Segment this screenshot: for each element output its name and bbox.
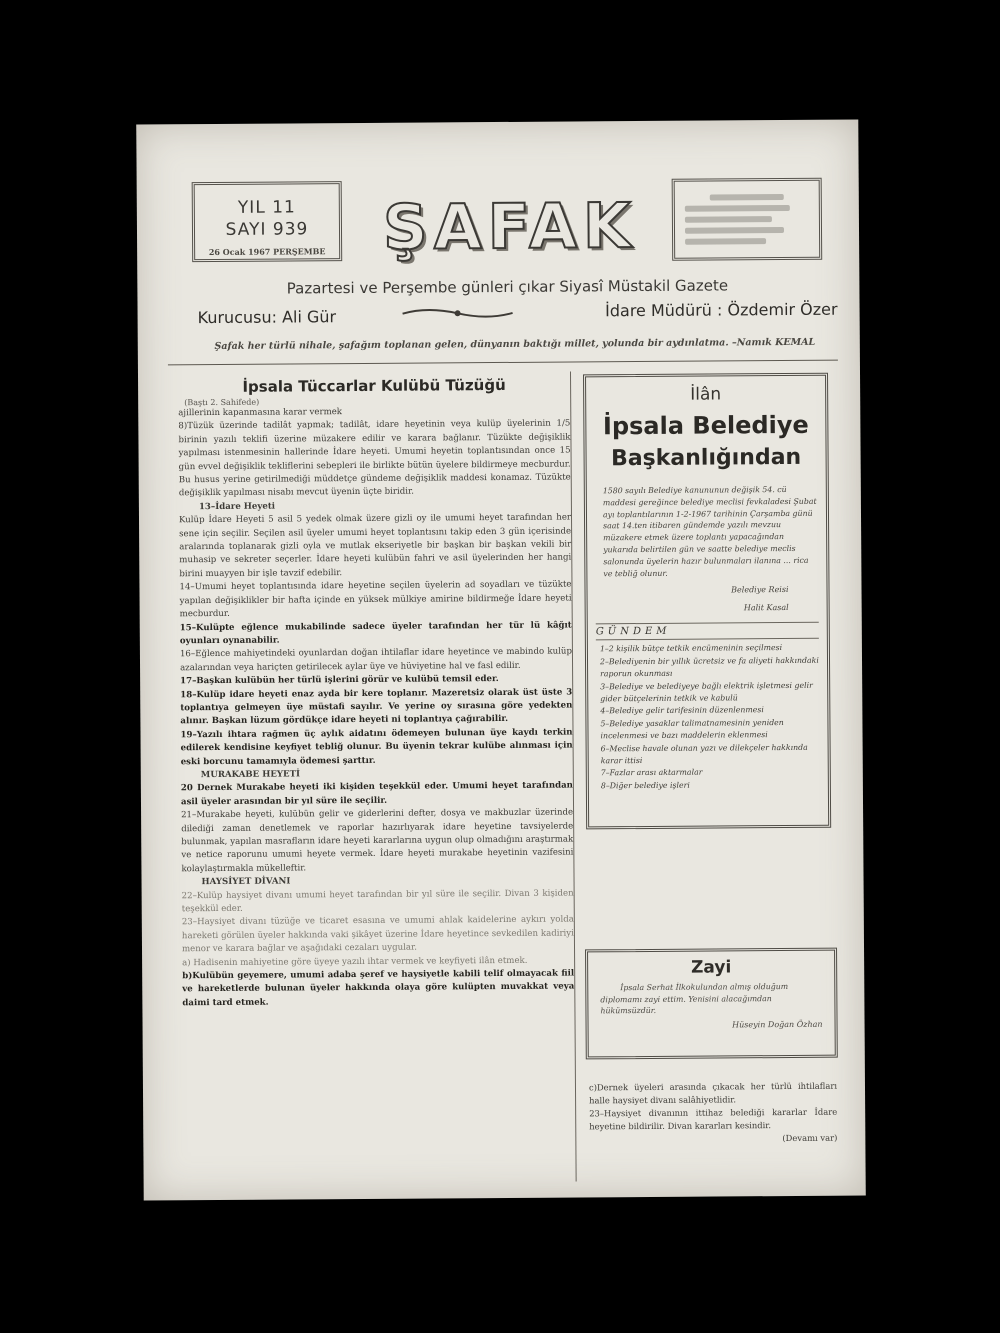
article-column	[178, 372, 576, 1175]
year-label: YIL 11	[237, 197, 296, 218]
article-paragraph: 20 Dernek Murakabe heyeti iki kişiden teşekkül eder. Umumi heyet tarafından asil üyeler arasından bir yıl süre ile seçilir.	[180, 780, 573, 808]
article-continued-note: (Baştı 2. Sahifede)	[184, 397, 260, 408]
article-paragraph: ajillerinin kapanmasına karar vermek	[178, 407, 343, 419]
article-paragraph: 8)Tüzük üzerinde tadilât yapmak; tadilât, idare heyetinin veya kulüp üyelerinin 1/5 birinin yazılı teklifi üzerine müzakere edilir ve karara bağlanır. Tüzükte değişiklik yapılması istenmesinin hallerinde İdare heyeti. Umumi heyetin toplantısından once 15 gün evvel değişiklik tekliflerini sebepleri ile birlikte bütün üyelere bildirmeye mecburdur. Bu husus yerine getirilmediği müddetçe gündeme değişiklik maddesi konamaz. Tüzükte değişiklik yapılması nisabı mevcut üyenin üçte biridir.	[178, 418, 571, 499]
issue-number: SAYI 939	[225, 219, 309, 240]
agenda-item: 8–Diğer belediye işleri	[600, 780, 690, 791]
continued-marker: (Devamı var)	[782, 1132, 838, 1144]
newspaper-subtitle: Pazartesi ve Perşembe günleri çıkar Siyasî Müstakil Gazete	[286, 276, 729, 298]
article-continuation	[589, 1080, 837, 1147]
announcement-signature-title: Belediye Reisi	[731, 585, 789, 595]
agenda-item: 6–Meclise havale olunan yazı ve dilekçeler hakkında karar ittisi	[600, 742, 808, 765]
agenda-item: 5–Belediye yasaklar talimatnamesinin yeniden incelenmesi ve bazı maddelerin eklenmesi	[600, 718, 784, 741]
article-paragraph: 16–Eğlence mahiyetindeki oyunlardan doğan ihtilaflar idare heyetince ve mabindo kulüp azalarından veya hariçten getirilecek aylar üye ve hüviyetine hal ve fasl edilir.	[179, 646, 572, 673]
ornament-icon	[398, 306, 518, 321]
article-paragraph: a) Hadisenin mahiyetine göre üyeye yazılı ihtar vermek ve keyfiyeti ilân etmek.	[182, 955, 528, 968]
municipality-announcement	[583, 373, 831, 830]
article-section-heading: HAYSİYET DİVANI	[201, 876, 291, 888]
agenda-item: 1–2 kişilik bütçe tetkik encümeninin seçilmesi	[599, 643, 783, 654]
agenda-item: 2–Belediyenin bir yıllık ücretsiz ve fa aliyeti hakkındaki raporun okunması	[599, 655, 819, 679]
article-paragraph: 23–Haysiyet divanının ittihaz belediği kararlar İdare heyetine bildirilir. Divan kararları kesindir.	[589, 1106, 838, 1132]
article-paragraph: 18–Kulüp idare heyeti enaz ayda bir kere toplanır. Mazeretsiz olarak üst üste 3 toplantıya gelmeyen üye müstafi sayılır. Ve yerine oy sırasına göre yedekten alınır. Başkan lüzum gördükçe idare heyeti ni toplantıya çağırabilir.	[180, 687, 573, 727]
article-section-heading: MURAKABE HEYETİ	[200, 769, 301, 781]
notice-title: Zayi	[690, 957, 732, 978]
newspaper-logo: ŞAFAK	[382, 189, 638, 264]
announcement-title-line2: Başkanlığından	[610, 444, 802, 472]
agenda-item: 7–Fazlar arası aktarmalar	[600, 767, 703, 778]
article-paragraph: 22–Kulüp haysiyet divanı umumi heyet tarafından bir yıl süre ile seçilir. Divan 3 kişiden teşekkül eder.	[181, 888, 574, 915]
issue-info-box	[192, 181, 343, 262]
article-paragraph: 15–Kulüpte eğlence mukabilinde sadece üyeler tarafından her tür lü kâğıt oyunları oynanabilir.	[179, 620, 572, 647]
issue-date: 26 Ocak 1967 PERŞEMBE	[208, 246, 326, 258]
masthead-divider	[168, 360, 838, 366]
agenda-item: 4–Belediye gelir tarifesinin düzenlenmesi	[600, 705, 764, 716]
agenda-list	[596, 642, 820, 792]
article-paragraph: 14–Umumi heyet toplantısında idare heyetine seçilen üyelerin ad soyadları ve tüzükte yapılan değişiklikler bir hafta içinde en yüksek mülkiye amirine bildirmeğe İdare heyeti mecburdur.	[179, 579, 572, 620]
manager-line: İdare Müdürü : Özdemir Özer	[605, 299, 838, 321]
article-section-heading: 13–İdare Heyeti	[198, 501, 276, 512]
article-paragraph: 21–Murakabe heyeti, kulübün gelir ve giderlerini defter, dosya ve makbuzlar üzerinde dilediği zaman denetlemek ve raporlar hazırlıyarak idare heyetine tavsiyelerde bulunmak, yapılan masrafların idare heyeti kararlarına uygun olup olmadığını araştırmak ve netice raporunu umumi heyete vermek. İdare heyeti murakabe heyetinin vazifesini kolaylaştırmakla mükelleftir.	[181, 807, 574, 875]
announcement-body: 1580 sayılı Belediye kanununun değişik 54. cü maddesi gereğince belediye meclisi fevkaladesi Şubat ayı toplantılarının 1-2-1967 tarihinin Çarşamba günü saat 14.ten itibaren gündemde yazılı mevzuu müzakere etmek üzere toplantı yapacağından yukarıda belirtilen gün ve saatte belediye meclis salonunda üyelerin hazır bulunmaları ilanına ... rica ve tebliğ olunur.	[602, 485, 817, 578]
agenda-heading: GÜNDEM	[596, 622, 819, 638]
article-paragraph: Kulüp İdare Heyeti 5 asil 5 yedek olmak üzere gizli oy ile umumi heyet tarafından her sene için seçilir. Seçilen asil üyeler umumi heyet toplantısını takip eden 3 gün içerisinde aralarında toplanarak gizli oyla ve mutlak ekseriyetle bir başkan bir başkan vekili bir muhasip ve sekreter seçerler. İdare heyeti kulübün fahri ve asil üyelerinden her hangi birini muayyen bir işle tavzif edebilir.	[178, 512, 572, 580]
announcement-title-line1: İpsala Belediye	[602, 410, 809, 441]
agenda-item: 3–Belediye ve belediyeye bağlı elektrik işletmesi gelir gider bütçelerinin tetkik ve kabulü	[600, 680, 813, 703]
agenda-divider	[596, 638, 819, 641]
notice-signature: Hüseyin Doğan Özhan	[732, 1019, 823, 1029]
motto-line: Şafak her türlü nihale, şafağım toplanan gelen, dünyanın baktığı millet, yolunda bir aydınlatma. –Namık KEMAL	[214, 336, 816, 352]
article-title: İpsala Tüccarlar Kulübü Tüzüğü	[242, 375, 506, 396]
article-paragraph: b)Kulübün geyemere, umumi adaba şeref ve haysiyetle kabili telif olmayacak fiil ve hareketlerde bulunan üyeler hakkında olaya göre kulüpten muvakkat veya daimi tard etmek.	[182, 968, 575, 1009]
publisher-info-box	[672, 178, 823, 261]
article-paragraph: 17–Başkan kulübün her türlü işlerini görür ve kulübü temsil eder.	[180, 674, 499, 687]
notice-body: İpsala Serhat İlkokulundan almış olduğum diplomamı zayi ettim. Yenisini alacağımdan hükümsüzdür.	[600, 982, 789, 1016]
lost-document-notice	[585, 948, 838, 1060]
article-paragraph: c)Dernek üyeleri arasında çıkacak her türlü ihtilafları halle haysiyet divanı salâhiyetlidir.	[588, 1080, 838, 1106]
announcement-signature-name: Halit Kasal	[743, 603, 789, 613]
newspaper-page	[136, 119, 865, 1200]
founder-line: Kurucusu: Ali Gür	[197, 307, 337, 328]
announcement-label: İlân	[690, 384, 722, 405]
article-paragraph: 19–Yazılı ihtara rağmen üç aylık aidatını ödemeyen bulunan üye kaydı terkin edilerek kendisine keyfiyet tebliğ olunur. Bu üyenin tekrar kulübe alınması için eski borcunu tamamıyla ödemesi şarttır.	[180, 727, 573, 767]
article-paragraph: 23–Haysiyet divanı tüzüğe ve ticaret esasına ve umumi ahlak kaidelerine aykırı yolda hareketi görülen üyeler hakkında vaki şikâyet üzerine İdare heyetince sevkedilen kadiriyi menor ve karara bağlar ve aşağıdaki cezaları uygular.	[181, 914, 574, 955]
